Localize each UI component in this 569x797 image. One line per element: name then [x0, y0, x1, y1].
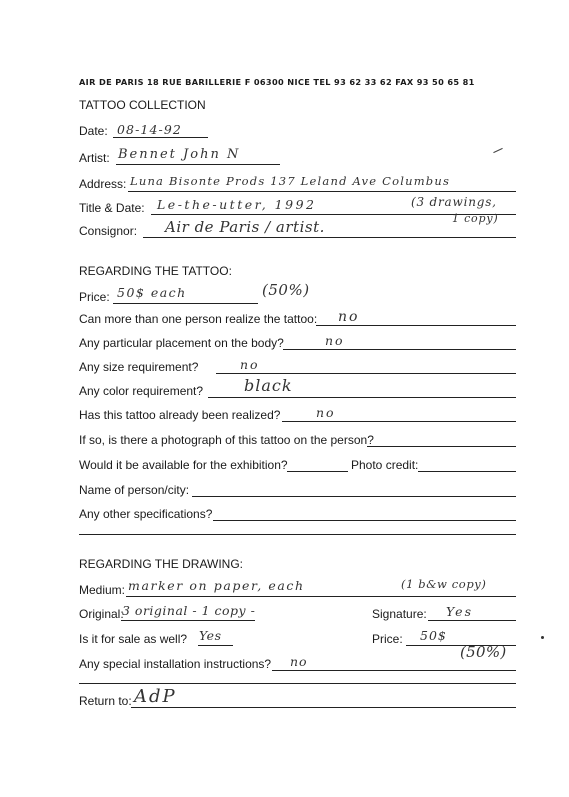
realized-label: Has this tattoo already been realized? [79, 408, 281, 422]
title-note-1: (3 drawings, [411, 195, 497, 209]
consignor-value[interactable]: Air de Paris / artist. [165, 218, 325, 236]
title-note-2: 1 copy) [452, 212, 499, 225]
drawing-price-value[interactable]: 50$ [420, 628, 447, 643]
address-line [128, 191, 516, 192]
installation-label: Any special installation instructions? [79, 657, 272, 671]
return-to-line [131, 707, 516, 708]
for-sale-value[interactable]: Yes [199, 628, 222, 643]
form-title: TATTOO COLLECTION [79, 98, 206, 112]
more-than-one-label: Can more than one person realize the tattoo: [79, 312, 318, 326]
consignor-label: Consignor: [79, 224, 138, 238]
installation-value[interactable]: no [290, 654, 308, 669]
original-line [121, 620, 255, 621]
price-percent: (50%) [262, 281, 310, 299]
drawing-price-percent: (50%) [460, 643, 507, 661]
photograph-label: If so, is there a photograph of this tattoo on the person? [79, 433, 374, 447]
artist-label: Artist: [79, 151, 110, 165]
drawing-price-label: Price: [372, 632, 403, 646]
other-specs-line [213, 520, 516, 521]
name-city-label: Name of person/city: [79, 483, 190, 497]
other-specs-label: Any other specifications? [79, 507, 213, 521]
photo-credit-line [418, 471, 516, 472]
realized-value[interactable]: no [316, 405, 336, 420]
medium-note: (1 b&w copy) [401, 577, 487, 591]
color-line [208, 397, 516, 398]
color-value[interactable]: black [244, 376, 293, 395]
photo-credit-label: Photo credit: [351, 458, 419, 472]
placement-label: Any particular placement on the body? [79, 336, 284, 350]
section-drawing-heading: REGARDING THE DRAWING: [79, 557, 244, 571]
exhibition-label: Would it be available for the exhibition? [79, 458, 288, 472]
photograph-line [367, 446, 516, 447]
exhibition-line [287, 471, 348, 472]
title-date-label: Title & Date: [79, 201, 145, 215]
return-to-value[interactable]: AdP [134, 686, 177, 707]
return-to-label: Return to: [79, 694, 132, 708]
original-value[interactable]: 3 original - 1 copy - [122, 603, 256, 618]
color-label: Any color requirement? [79, 384, 204, 398]
signature-label: Signature: [372, 607, 427, 621]
for-sale-label: Is it for sale as well? [79, 632, 188, 646]
date-line [113, 137, 208, 138]
price-line [113, 303, 258, 304]
artist-line [116, 164, 280, 165]
name-city-line [192, 496, 516, 497]
size-label: Any size requirement? [79, 360, 199, 374]
original-label: Original: [79, 607, 124, 621]
realized-line [282, 421, 516, 422]
placement-value[interactable]: no [325, 333, 345, 348]
address-value[interactable]: Luna Bisonte Prods 137 Leland Ave Columbus [130, 174, 451, 188]
consignor-line [143, 237, 516, 238]
signature-line [428, 620, 516, 621]
price-value[interactable]: 50$ each [117, 285, 187, 300]
stray-mark [493, 148, 502, 153]
title-date-value[interactable]: Le-the-utter, 1992 [157, 197, 317, 212]
section-tattoo-heading: REGARDING THE TATTOO: [79, 264, 232, 278]
size-value[interactable]: no [240, 357, 260, 372]
date-value[interactable]: 08-14-92 [117, 122, 182, 137]
stray-dot [541, 636, 544, 639]
price-label: Price: [79, 290, 110, 304]
medium-value[interactable]: marker on paper, each [128, 578, 305, 593]
more-than-one-line [316, 325, 516, 326]
placement-line [283, 349, 516, 350]
more-than-one-value[interactable]: no [338, 309, 360, 325]
size-line [216, 373, 516, 374]
letterhead: AIR DE PARIS 18 RUE BARILLERIE F 06300 NICE TEL 93 62 33 62 FAX 93 50 65 81 [79, 77, 475, 87]
address-label: Address: [79, 177, 127, 191]
other-specs-line-2 [79, 534, 516, 535]
for-sale-line [198, 645, 233, 646]
artist-value[interactable]: Bennet John N [118, 147, 241, 162]
medium-line [126, 596, 516, 597]
installation-line-2 [79, 683, 516, 684]
signature-value[interactable]: Yes [446, 604, 473, 619]
installation-line [272, 670, 516, 671]
date-label: Date: [79, 124, 108, 138]
medium-label: Medium: [79, 583, 126, 597]
